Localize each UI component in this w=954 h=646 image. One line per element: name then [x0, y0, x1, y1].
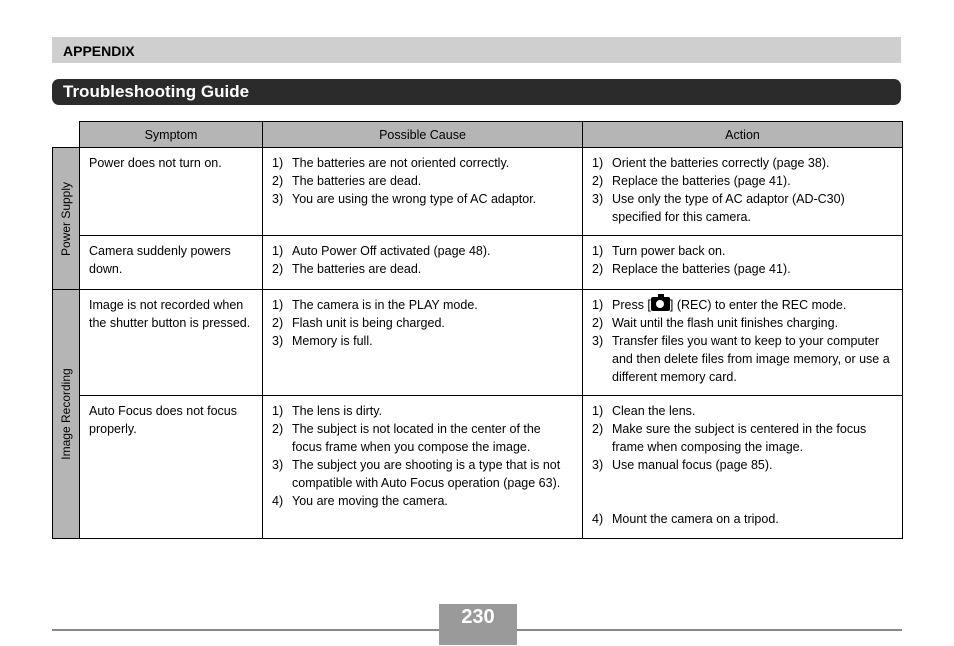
page-number-tab: [439, 631, 517, 645]
symptom-cell: Camera suddenly powers down.: [80, 236, 263, 290]
group-label-cell: [53, 290, 80, 539]
section-label: APPENDIX: [63, 43, 135, 59]
list-item: 4) You are moving the camera.: [272, 494, 448, 508]
column-header-action: Action: [583, 122, 903, 148]
cause-cell: [263, 290, 583, 396]
list-item: 1) Auto Power Off activated (page 48).: [272, 244, 491, 258]
symptom-cell: Auto Focus does not focus properly.: [80, 396, 263, 539]
group-label-cell: [53, 148, 80, 290]
list-item: 3) You are using the wrong type of AC adaptor.: [272, 192, 537, 206]
table-row: [53, 148, 903, 236]
page-title: Troubleshooting Guide: [63, 82, 250, 101]
list-item: 2) The batteries are dead.: [272, 262, 422, 276]
page-title-bar: [52, 79, 901, 105]
list-item: 3) Use only the type of AC adaptor (AD-C30) specified for this camera.: [592, 192, 845, 224]
list-item: 1) The batteries are not oriented correctly.: [272, 156, 510, 170]
list-item: 4) Mount the camera on a tripod.: [592, 512, 779, 526]
list-item: 2) Flash unit is being charged.: [272, 316, 445, 330]
list-item: 1) Turn power back on.: [592, 244, 726, 258]
table-row: [53, 396, 903, 539]
list-item: 1) The camera is in the PLAY mode.: [272, 298, 478, 312]
cause-cell: [263, 396, 583, 539]
symptom-cell: Image is not recorded when the shutter button is pressed.: [80, 290, 263, 396]
list-item: 2) Replace the batteries (page 41).: [592, 262, 791, 276]
cause-cell: [263, 236, 583, 290]
list-item: 2) Make sure the subject is centered in the focus frame when composing the image.: [592, 422, 867, 454]
list-item: 1) Press [ ] (REC) to enter the REC mode.: [592, 298, 847, 312]
camera-icon: [651, 297, 670, 311]
list-item: 2) Wait until the flash unit finishes charging.: [592, 316, 839, 330]
list-item: 1) The lens is dirty.: [272, 404, 383, 418]
action-cell: [583, 290, 903, 396]
list-item: 1) Clean the lens.: [592, 404, 696, 418]
list-item: 3) Memory is full.: [272, 334, 373, 348]
table-row: [53, 290, 903, 396]
action-cell: [583, 236, 903, 290]
section-header-bar: [52, 37, 901, 63]
group-label: Power Supply: [59, 181, 73, 256]
list-item: 1) Orient the batteries correctly (page 38).: [592, 156, 830, 170]
list-item: 3) The subject you are shooting is a type that is not compatible with Auto Focus operation (page 63).: [272, 458, 561, 490]
column-header-symptom: Symptom: [80, 122, 263, 148]
page-number: 230: [439, 604, 517, 631]
table-row: [53, 236, 903, 290]
column-header-cause: Possible Cause: [263, 122, 583, 148]
group-label: Image Recording: [59, 368, 73, 460]
list-item: 2) The subject is not located in the center of the focus frame when you compose the image.: [272, 422, 541, 454]
action-cell: [583, 396, 903, 539]
action-cell: [583, 148, 903, 236]
cause-cell: [263, 148, 583, 236]
table-header-row: [53, 122, 903, 148]
list-item: 2) The batteries are dead.: [272, 174, 422, 188]
troubleshooting-table: [52, 121, 903, 539]
list-item: 2) Replace the batteries (page 41).: [592, 174, 791, 188]
table-corner: [53, 122, 80, 148]
list-item: 3) Transfer files you want to keep to your computer and then delete files from image memory, or use a different memory card.: [592, 334, 890, 384]
list-item: 3) Use manual focus (page 85).: [592, 458, 773, 472]
symptom-cell: Power does not turn on.: [80, 148, 263, 236]
